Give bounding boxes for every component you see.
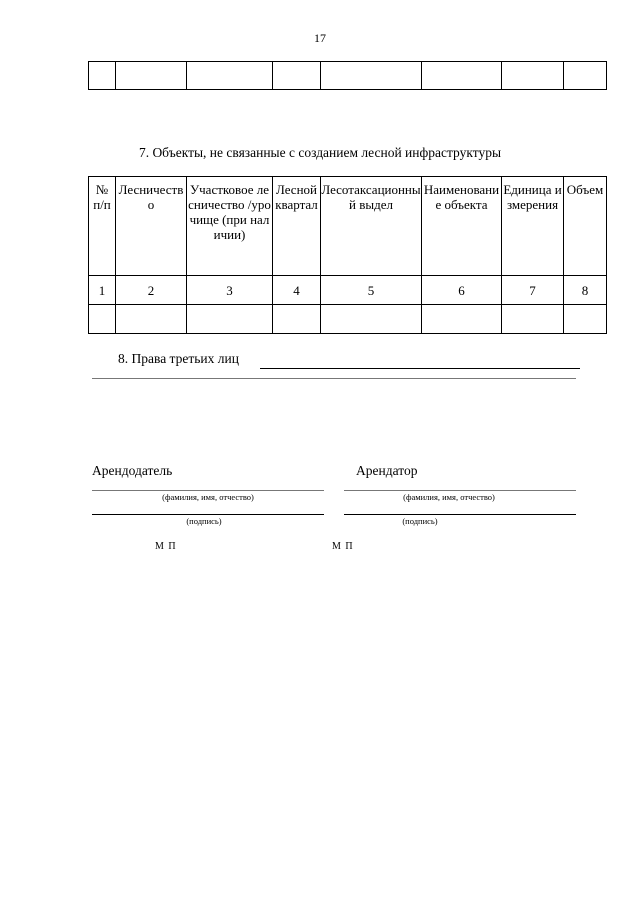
column-number: 7	[502, 276, 564, 305]
table-cell	[422, 305, 502, 334]
header-object-name: Наименование объекта	[422, 177, 502, 276]
header-volume: Объем	[564, 177, 607, 276]
table-cell	[89, 62, 116, 90]
column-number: 4	[273, 276, 321, 305]
header-district-forestry: Участковое лесничество /урочище (при наличии)	[187, 177, 273, 276]
column-number: 2	[116, 276, 187, 305]
lessee-signature-line	[344, 514, 576, 515]
lessor-name-line	[92, 490, 324, 491]
table-cell	[89, 305, 116, 334]
section-title: 7. Объекты, не связанные с созданием лесной инфраструктуры	[138, 145, 502, 160]
third-party-rights-line-2	[92, 378, 576, 379]
table-cell	[273, 62, 321, 90]
lessee-name-line	[344, 490, 576, 491]
table-cell	[502, 62, 564, 90]
header-forest-quarter: Лесной квартал	[273, 177, 321, 276]
column-number: 1	[89, 276, 116, 305]
table-cell	[273, 305, 321, 334]
table-cell	[187, 62, 273, 90]
column-number: 6	[422, 276, 502, 305]
column-number: 5	[321, 276, 422, 305]
table-cell	[116, 305, 187, 334]
column-number: 8	[564, 276, 607, 305]
third-party-rights-label: 8. Права третьих лиц	[118, 351, 239, 366]
table-cell	[321, 62, 422, 90]
lessor-title: Арендодатель	[92, 463, 173, 478]
lessee-name-hint: (фамилия, имя, отчество)	[403, 492, 495, 502]
header-taxation-unit: Лесотаксационный выдел	[321, 177, 422, 276]
table-cell	[187, 305, 273, 334]
table-cell	[422, 62, 502, 90]
table-cell	[564, 305, 607, 334]
objects-table	[88, 176, 607, 334]
lessor-signature-hint: (подпись)	[186, 516, 222, 526]
continued-table-row	[88, 61, 607, 90]
lessor-seal: М П	[155, 541, 177, 552]
third-party-rights-line	[260, 368, 580, 369]
table-cell	[116, 62, 187, 90]
column-number: 3	[187, 276, 273, 305]
page-number: 17	[314, 31, 326, 45]
table-cell	[564, 62, 607, 90]
lessor-signature-line	[92, 514, 324, 515]
lessee-title: Арендатор	[356, 463, 418, 478]
header-number: № п/п	[89, 177, 116, 276]
header-unit: Единица измерения	[502, 177, 564, 276]
lessee-signature-hint: (подпись)	[402, 516, 438, 526]
header-forestry: Лесничество	[116, 177, 187, 276]
table-cell	[502, 305, 564, 334]
lessee-seal: М П	[332, 541, 354, 552]
lessor-name-hint: (фамилия, имя, отчество)	[162, 492, 254, 502]
table-cell	[321, 305, 422, 334]
